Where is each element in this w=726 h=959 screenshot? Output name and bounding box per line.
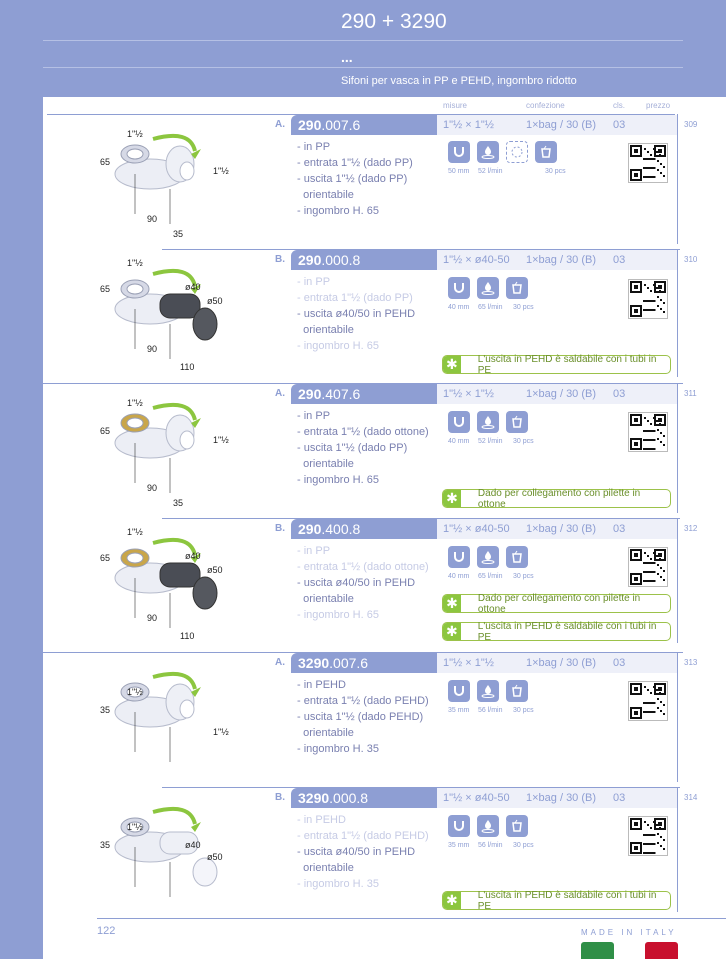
cls-value: 03 bbox=[613, 523, 626, 535]
bag-pack-icon bbox=[506, 277, 528, 299]
spec-item: orientabile bbox=[303, 727, 354, 739]
row-right-border bbox=[677, 249, 678, 377]
icon-caption: 52 l/min bbox=[478, 168, 503, 175]
product-code bbox=[291, 788, 437, 808]
drawing-dimension-label: 1"½ bbox=[127, 687, 143, 697]
spec-item: orientabile bbox=[303, 324, 354, 336]
icon-caption: 35 mm bbox=[448, 842, 470, 849]
product-code-suffix: .000.8 bbox=[329, 790, 369, 806]
icon-caption: 30 pcs bbox=[513, 304, 534, 311]
variant-letter: B. bbox=[275, 254, 285, 265]
cls-value: 03 bbox=[613, 388, 626, 400]
row-right-border bbox=[677, 383, 678, 513]
drawing-dimension-label: 1"½ bbox=[213, 727, 229, 737]
column-header-cls: cls. bbox=[613, 101, 625, 110]
spec-list bbox=[297, 274, 415, 354]
product-drawing bbox=[95, 388, 245, 513]
asterisk-icon: ✱ bbox=[443, 892, 461, 909]
product-code-suffix: .007.6 bbox=[321, 117, 361, 133]
spec-item: - in PP bbox=[297, 276, 331, 288]
spec-item: - uscita ø40/50 in PEHD bbox=[297, 577, 416, 589]
variant-letter: B. bbox=[275, 523, 285, 534]
drawing-dimension-label: 110 bbox=[180, 631, 195, 641]
trap-depth-icon bbox=[448, 141, 470, 163]
info-note-text: L'uscita in PEHD è saldabile con i tubi in PE bbox=[477, 889, 657, 912]
info-note-text: Dado per collegamento con pilette in ottone bbox=[477, 487, 641, 510]
info-note-text: L'uscita in PEHD è saldabile con i tubi in PE bbox=[477, 620, 657, 643]
drawing-dimension-label: 1"½ bbox=[127, 527, 143, 537]
product-code-suffix: .400.8 bbox=[321, 521, 361, 537]
spec-list bbox=[297, 139, 413, 219]
qr-code[interactable] bbox=[628, 547, 668, 587]
reference-number: 311 bbox=[684, 389, 697, 398]
icon-caption: 56 l/min bbox=[478, 842, 503, 849]
product-code-series: 290 bbox=[298, 386, 322, 402]
footer-divider bbox=[97, 918, 726, 919]
reference-number: 310 bbox=[684, 255, 698, 264]
misure-value: 1"½ × ø40-50 bbox=[443, 523, 510, 535]
spec-item: - entrata 1"½ (dado PP) bbox=[297, 157, 413, 169]
flag-green-block bbox=[581, 942, 614, 959]
confezione-value: 1×bag / 30 (B) bbox=[526, 388, 597, 400]
spec-item: - entrata 1"½ (dado PEHD) bbox=[297, 830, 429, 842]
info-note-text: Dado per collegamento con pilette in ottone bbox=[477, 592, 641, 615]
product-code-series: 3290 bbox=[298, 655, 330, 671]
variant-letter: A. bbox=[275, 119, 285, 130]
drawing-dimension-label: 35 bbox=[173, 229, 184, 239]
feature-icons bbox=[448, 815, 528, 837]
qr-code[interactable] bbox=[628, 816, 668, 856]
spec-item: - ingombro H. 65 bbox=[297, 474, 379, 486]
product-drawing bbox=[95, 523, 245, 648]
variant-letter: B. bbox=[275, 792, 285, 803]
spec-item: - in PP bbox=[297, 141, 331, 153]
drawing-dimension-label: 1"½ bbox=[127, 398, 143, 408]
drawing-dimension-label: 1"½ bbox=[213, 435, 229, 445]
trap-depth-icon bbox=[448, 411, 470, 433]
spec-item: - entrata 1"½ (dado ottone) bbox=[297, 426, 429, 438]
flow-rate-icon bbox=[477, 277, 499, 299]
info-note-text: L'uscita in PEHD è saldabile con i tubi in PE bbox=[477, 353, 657, 376]
bag-pack-icon bbox=[506, 411, 528, 433]
info-note bbox=[442, 594, 671, 613]
confezione-value: 1×bag / 30 (B) bbox=[526, 792, 597, 804]
flow-rate-icon bbox=[477, 815, 499, 837]
trap-depth-icon bbox=[448, 815, 470, 837]
header-divider bbox=[43, 40, 683, 41]
icon-caption: 65 l/min bbox=[478, 304, 503, 311]
drawing-dimension-label: 1"½ bbox=[213, 166, 229, 176]
spec-item: orientabile bbox=[303, 862, 354, 874]
row-right-border bbox=[677, 114, 678, 244]
spec-item: orientabile bbox=[303, 458, 354, 470]
feature-icons bbox=[448, 277, 528, 299]
qr-code[interactable] bbox=[628, 681, 668, 721]
cls-value: 03 bbox=[613, 657, 626, 669]
drawing-dimension-label: 35 bbox=[173, 498, 184, 508]
reference-number: 314 bbox=[684, 793, 698, 802]
drawing-dimension-label: ø50 bbox=[207, 296, 223, 306]
icon-caption: 35 mm bbox=[448, 707, 470, 714]
feature-icons bbox=[448, 141, 557, 163]
drawing-dimension-label: ø40 bbox=[185, 282, 201, 292]
spec-item: - uscita ø40/50 in PEHD bbox=[297, 846, 416, 858]
spec-list bbox=[297, 543, 429, 623]
spec-list bbox=[297, 677, 429, 757]
bag-pack-icon bbox=[506, 815, 528, 837]
info-note bbox=[442, 355, 671, 374]
product-code-series: 290 bbox=[298, 117, 322, 133]
spec-list bbox=[297, 408, 429, 488]
icon-caption: 50 mm bbox=[448, 168, 470, 175]
flow-rate-icon bbox=[477, 680, 499, 702]
drawing-dimension-label: 90 bbox=[147, 344, 158, 354]
trap-depth-icon bbox=[448, 277, 470, 299]
spec-list bbox=[297, 812, 429, 892]
misure-value: 1"½ × ø40-50 bbox=[443, 792, 510, 804]
spec-item: - ingombro H. 35 bbox=[297, 878, 379, 890]
product-code bbox=[291, 115, 437, 135]
page-number: 122 bbox=[97, 925, 116, 937]
info-note bbox=[442, 489, 671, 508]
spec-item: - uscita 1"½ (dado PP) bbox=[297, 442, 408, 454]
flag-red-block bbox=[645, 942, 678, 959]
row-right-border bbox=[677, 518, 678, 643]
asterisk-icon: ✱ bbox=[443, 490, 461, 507]
flow-rate-icon bbox=[477, 141, 499, 163]
column-header-misure: misure bbox=[443, 101, 468, 110]
reference-number: 312 bbox=[684, 524, 698, 533]
feature-icons bbox=[448, 546, 528, 568]
icon-caption: 65 l/min bbox=[478, 573, 503, 580]
drawing-dimension-label: ø40 bbox=[185, 840, 201, 850]
drawing-dimension-label: 90 bbox=[147, 483, 158, 493]
drawing-dimension-label: 110 bbox=[180, 362, 195, 372]
asterisk-icon: ✱ bbox=[443, 356, 461, 373]
spec-item: - uscita 1"½ (dado PP) bbox=[297, 173, 408, 185]
product-code bbox=[291, 519, 437, 539]
spec-item: - ingombro H. 65 bbox=[297, 205, 379, 217]
left-sidebar-band bbox=[0, 0, 43, 959]
spec-item: - entrata 1"½ (dado PEHD) bbox=[297, 695, 429, 707]
spec-item: - in PEHD bbox=[297, 679, 346, 691]
drawing-dimension-label: 35 bbox=[100, 705, 111, 715]
drawing-dimension-label: 90 bbox=[147, 214, 158, 224]
flow-rate-icon bbox=[477, 546, 499, 568]
confezione-value: 1×bag / 30 (B) bbox=[526, 523, 597, 535]
cls-value: 03 bbox=[613, 119, 626, 131]
info-note bbox=[442, 891, 671, 910]
drawing-dimension-label: 35 bbox=[100, 840, 111, 850]
product-drawing bbox=[95, 119, 245, 244]
spec-item: orientabile bbox=[303, 593, 354, 605]
drawing-dimension-label: 65 bbox=[100, 284, 111, 294]
confezione-value: 1×bag / 30 (B) bbox=[526, 657, 597, 669]
reference-number: 309 bbox=[684, 120, 698, 129]
page-header bbox=[43, 0, 726, 97]
product-code-suffix: .407.6 bbox=[321, 386, 361, 402]
product-code-series: 3290 bbox=[298, 790, 330, 806]
product-drawing bbox=[95, 657, 245, 782]
drawing-dimension-label: ø50 bbox=[207, 852, 223, 862]
flow-rate-icon bbox=[477, 411, 499, 433]
product-code-suffix: .000.8 bbox=[321, 252, 361, 268]
header-divider bbox=[43, 67, 683, 68]
icon-caption: 56 l/min bbox=[478, 707, 503, 714]
icon-caption: 30 pcs bbox=[513, 842, 534, 849]
row-right-border bbox=[677, 787, 678, 912]
spec-item: - ingombro H. 35 bbox=[297, 743, 379, 755]
misure-value: 1"½ × 1"½ bbox=[443, 388, 494, 400]
drawing-dimension-label: ø50 bbox=[207, 565, 223, 575]
variant-letter: A. bbox=[275, 388, 285, 399]
feature-icons bbox=[448, 411, 528, 433]
bag-pack-icon bbox=[506, 546, 528, 568]
spec-item: orientabile bbox=[303, 189, 354, 201]
bag-pack-icon bbox=[535, 141, 557, 163]
column-header-confezione: confezione bbox=[526, 101, 565, 110]
icon-caption: 52 l/min bbox=[478, 438, 503, 445]
qr-code[interactable] bbox=[628, 279, 668, 319]
asterisk-icon: ✱ bbox=[443, 623, 461, 640]
confezione-value: 1×bag / 30 (B) bbox=[526, 254, 597, 266]
spec-item: - in PP bbox=[297, 410, 331, 422]
asterisk-icon: ✱ bbox=[443, 595, 461, 612]
drawing-dimension-label: 65 bbox=[100, 553, 111, 563]
misure-value: 1"½ × 1"½ bbox=[443, 657, 494, 669]
spec-item: - entrata 1"½ (dado ottone) bbox=[297, 561, 429, 573]
drawing-dimension-label: 1"½ bbox=[127, 129, 143, 139]
bag-pack-icon bbox=[506, 680, 528, 702]
trap-depth-icon bbox=[448, 680, 470, 702]
info-note bbox=[442, 622, 671, 641]
trap-depth-icon bbox=[448, 546, 470, 568]
drawing-dimension-label: ø40 bbox=[185, 551, 201, 561]
row-right-border bbox=[677, 652, 678, 782]
cls-value: 03 bbox=[613, 254, 626, 266]
feature-icons bbox=[448, 680, 528, 702]
misure-value: 1"½ × ø40-50 bbox=[443, 254, 510, 266]
drawing-dimension-label: 1"½ bbox=[127, 258, 143, 268]
product-code-series: 290 bbox=[298, 521, 322, 537]
header-dots: ... bbox=[341, 49, 353, 65]
icon-caption: 40 mm bbox=[448, 573, 470, 580]
icon-caption: 40 mm bbox=[448, 438, 470, 445]
product-drawing bbox=[95, 254, 245, 379]
spec-item: - uscita 1"½ (dado PEHD) bbox=[297, 711, 424, 723]
spec-item: - entrata 1"½ (dado PP) bbox=[297, 292, 413, 304]
product-code-series: 290 bbox=[298, 252, 322, 268]
page-subtitle: Sifoni per vasca in PP e PEHD, ingombro ridotto bbox=[341, 75, 577, 87]
misure-value: 1"½ × 1"½ bbox=[443, 119, 494, 131]
drawing-dimension-label: 65 bbox=[100, 426, 111, 436]
dashed-circle-icon bbox=[506, 141, 528, 163]
confezione-value: 1×bag / 30 (B) bbox=[526, 119, 597, 131]
icon-caption: 30 pcs bbox=[513, 707, 534, 714]
product-code bbox=[291, 653, 437, 673]
variant-letter: A. bbox=[275, 657, 285, 668]
drawing-dimension-label: 90 bbox=[147, 613, 158, 623]
spec-item: - uscita ø40/50 in PEHD bbox=[297, 308, 416, 320]
icon-caption: 30 pcs bbox=[513, 573, 534, 580]
spec-item: - ingombro H. 65 bbox=[297, 609, 379, 621]
page-title: 290 + 3290 bbox=[341, 10, 447, 33]
product-code-suffix: .007.6 bbox=[329, 655, 369, 671]
qr-code[interactable] bbox=[628, 143, 668, 183]
made-in-italy-label: MADE IN ITALY bbox=[581, 928, 677, 937]
qr-code[interactable] bbox=[628, 412, 668, 452]
product-code bbox=[291, 250, 437, 270]
icon-caption: 30 pcs bbox=[545, 168, 566, 175]
spec-item: - in PEHD bbox=[297, 814, 346, 826]
spec-item: - ingombro H. 65 bbox=[297, 340, 379, 352]
icon-caption: 40 mm bbox=[448, 304, 470, 311]
drawing-dimension-label: 1"½ bbox=[127, 822, 143, 832]
product-code bbox=[291, 384, 437, 404]
column-header-prezzo: prezzo bbox=[646, 101, 671, 110]
drawing-dimension-label: 65 bbox=[100, 157, 111, 167]
icon-caption: 30 pcs bbox=[513, 438, 534, 445]
cls-value: 03 bbox=[613, 792, 626, 804]
spec-item: - in PP bbox=[297, 545, 331, 557]
reference-number: 313 bbox=[684, 658, 698, 667]
